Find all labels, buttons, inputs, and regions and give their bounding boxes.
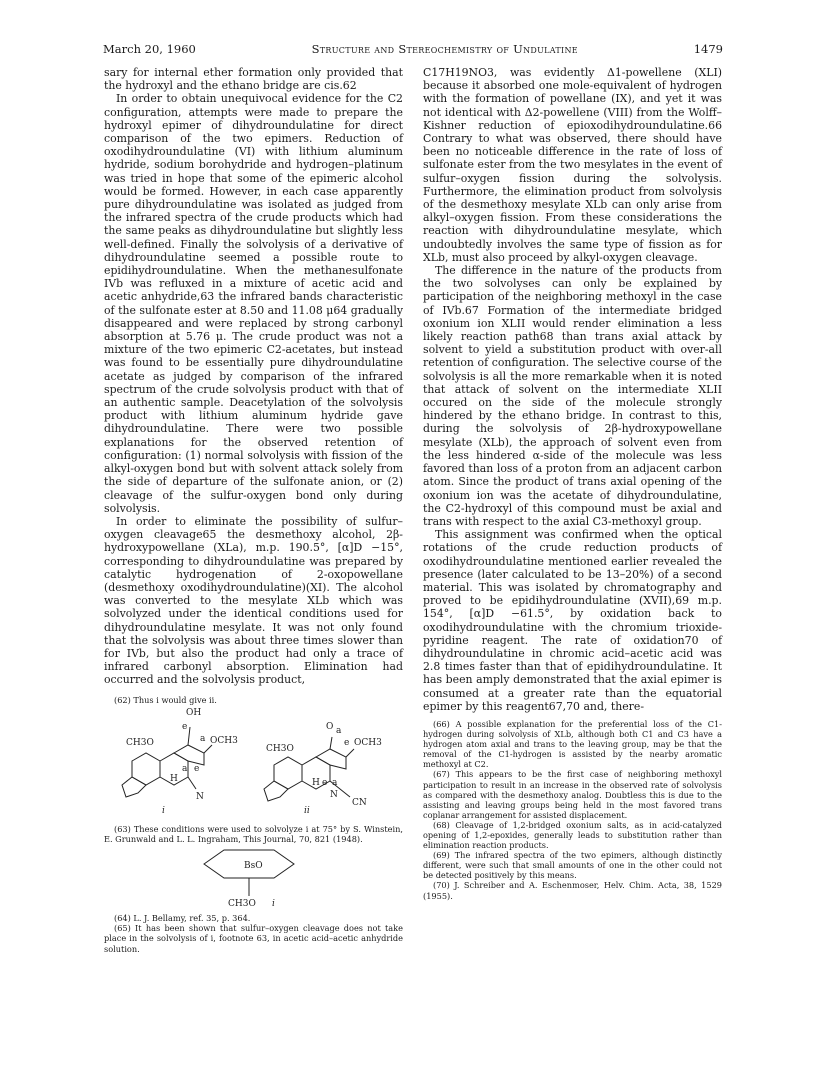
header-date: March 20, 1960 [103, 42, 196, 56]
fig1-label: OCH3 [210, 735, 238, 746]
fig1-label: a [332, 777, 338, 788]
footnote-67: (67) This appears to be the first case of neighboring methoxyl participation to result in an increase in the observed rate of solvolysis as compared with the desmethoxy analog. Doubtless this is due to the assisting and leaving groups being held in the most favored trans coplanar arrangement for assisted displacement. [423, 769, 722, 820]
fig1-label: N [330, 789, 338, 800]
fig1-label: i [162, 805, 165, 816]
fig1-label: e [344, 737, 350, 748]
fig1-label: CH3O [126, 737, 154, 748]
footnote-69: (69) The infrared spectra of the two epimers, although distinctly different, were such that small amounts of one in the other could not be detected positively by this means. [423, 850, 722, 881]
footnote-64: (64) L. J. Bellamy, ref. 35, p. 364. [114, 913, 251, 924]
fig1-label: H [312, 777, 320, 788]
fig1-label: a [182, 763, 188, 774]
paragraph: In order to obtain unequivocal evidence for the C2 configuration, attempts were made to prepare the hydroxyl epimer of dihydroundulatine for direct comparison of the two epimers. Reduction of oxodihydroundulatine (VI) with lithium aluminum hydride, sodium borohydride and hydrogen–platinum was tried in hope that some of the epimeric alcohol would be formed. However, in each case apparently pure dihydroundulatine was isolated as judged from the infrared spectra of the crude products which had the same peaks as dihydroundulatine but slightly less well-defined. Finally the solvolysis of a derivative of dihydroundulatine seemed a possible route to epidihydroundulatine. When the methanesulfonate IVb was refluxed in a mixture of acetic acid and acetic anhydride,63 the infrared bands characteristic of the sulfonate ester at 8.50 and 11.08 μ64 gradually disappeared and were replaced by strong carbonyl absorption at 5.76 μ. The crude product was not a mixture of the two epimeric C2-acetates, but instead was found to be essentially pure dihydroundulatine acetate as judged by comparison of the infrared spectrum of the crude solvolysis product with that of an authentic sample. Deacetylation of the solvolysis product with lithium aluminum hydride gave dihydroundulatine. There were two possible explanations for the observed retention of configuration: (1) normal solvolysis with fission of the alkyl-oxygen bond but with solvent attack solely from the side of departure of the sulfonate anion, or (2) cleavage of the sulfur-oxygen bond only during solvolysis. [104, 92, 403, 515]
running-header [103, 42, 723, 58]
structure-figure-i-bso [104, 844, 403, 913]
fig1-label: OCH3 [354, 737, 382, 748]
structure-bso-svg [104, 844, 403, 910]
fig1-label: a [336, 725, 342, 736]
fig1-label: ii [304, 805, 310, 816]
paragraph: C17H19NO3, was evidently Δ1-powellene (XLI) because it absorbed one mole-equivalent of hydrogen with the formation of powellane (IX), and yet it was not identical with Δ2-powellene (VIII) from the Wolff–Kishner reduction of epioxodihydroundulatine.66 Contrary to what was observed, there should have been no noticeable difference in the rate of loss of sulfonate ester from the two mesylates in the event of sulfur–oxygen fission during the solvolysis. Furthermore, the elimination product from solvolysis of the desmethoxy mesylate XLb can only arise from alkyl–oxygen fission. From these considerations the reaction with dihydroundulatine mesylate, which undoubtedly involves the same type of fission as for XLb, must also proceed by alkyl-oxygen cleavage. [423, 66, 722, 264]
structure-figure-i-ii [104, 705, 403, 824]
fig1-label: a [200, 733, 206, 744]
footnote-70: (70) J. Schreiber and A. Eschenmoser, Helv. Chim. Acta, 38, 1529 (1955). [423, 880, 722, 901]
fig1-label: CH3O [266, 743, 294, 754]
fig2-label: CH3O [228, 899, 256, 910]
fig1-label: CN [352, 797, 367, 808]
structures-i-ii-svg [104, 705, 403, 821]
fig1-label: e [194, 763, 200, 774]
fig2-label: i [272, 899, 275, 910]
paragraph: In order to eliminate the possibility of sulfur–oxygen cleavage65 the desmethoxy alcohol, 2β-hydroxypowellane (XLa), m.p. 190.5°, [α]D −15°, corresponding to dihydroundulatine was prepared by catalytic hydrogenation of 2-oxopowellane (desmethoxy oxodihydroundulatine)(XI). The alcohol was converted to the mesylate XLb which was solvolyzed under the identical conditions used for dihydroundulatine mesylate. It was not only found that the solvolysis was about three times slower than for IVb, but also the product had only a trace of infrared carbonyl absorption. Elimination had occurred and the solvolysis product, [104, 514, 403, 687]
footnote-63: (63) These conditions were used to solvolyze i at 75° by S. Winstein, E. Grunwald and L. L. Ingraham, This Journal, 70, 821 (1948). [104, 823, 403, 844]
fig1-label: e [182, 721, 188, 732]
footnote-65: (65) It has been shown that sulfur–oxygen cleavage does not take place in the solvolysis of i, footnote 63, in acetic acid–acetic anhydride solution. [104, 923, 403, 954]
paragraph: sary for internal ether formation only provided that the hydroxyl and the ethano bridge are cis.62 [104, 66, 403, 93]
footnote-66: (66) A possible explanation for the preferential loss of the C1-hydrogen during solvolysis of XLb, although both C1 and C3 have a hydrogen atom axial and trans to the leaving group, may be that the removal of the C1-hydrogen is assisted by the nearby aromatic methoxyl at C2. [423, 718, 722, 770]
fig1-label: H [170, 773, 178, 784]
paragraph: The difference in the nature of the products from the two solvolyses can only be explained by participation of the neighboring methoxyl in the case of IVb.67 Formation of the intermediate bridged oxonium ion XLII would render elimination a less likely reaction path68 than trans axial attack by solvent to yield a substitution product with over-all retention of configuration. The selective course of the solvolysis is all the more remarkable when it is noted that attack of solvent on the intermediate XLII occured on the side of the molecule strongly hindered by the ethano bridge. In contrast to this, during the solvolysis of 2β-hydroxypowellane mesylate (XLb), the approach of solvent even from the less hindered α-side of the molecule was less favored than loss of a proton from an adjacent carbon atom. Since the product of trans axial opening of the oxonium ion was the acetate of dihydroundulatine, the C2-hydroxyl of this compound must be axial and trans with respect to the axial C3-methoxyl group. [423, 264, 722, 528]
footnote-68: (68) Cleavage of 1,2-bridged oxonium salts, as in acid-catalyzed opening of 1,2-epoxides, generally leads to substitution rather than elimination reaction products. [423, 819, 722, 851]
right-column [423, 66, 722, 901]
left-column [104, 66, 403, 954]
header-title: Structure and Stereochemistry of Undulatine [311, 42, 578, 56]
paragraph: This assignment was confirmed when the optical rotations of the crude reduction products of oxodihydroundulatine mentioned earlier revealed the presence (later calculated to be 13–20%) of a second material. This was isolated by chromatography and proved to be epidihydroundulatine (XVII),69 m.p. 154°, [α]D −61.5°, by oxidation back to oxodihydroundulatine with the chromium trioxide-pyridine reagent. The rate of oxidation70 of dihydroundulatine in chromic acid–acetic acid was 2.8 times faster than that of epidihydroundulatine. It has been amply demonstrated that the axial epimer is consumed at a greater rate than the equatorial epimer by this reagent67,70 and, there- [423, 528, 722, 713]
fig1-label: N [196, 791, 204, 802]
footnote-62: (62) Thus i would give ii. [114, 694, 217, 705]
fig1-label: OH [186, 707, 202, 718]
page-number: 1479 [693, 42, 723, 56]
fig2-label: BsO [244, 861, 263, 872]
fig1-label: O [326, 721, 334, 732]
fig1-label: e [322, 777, 328, 788]
